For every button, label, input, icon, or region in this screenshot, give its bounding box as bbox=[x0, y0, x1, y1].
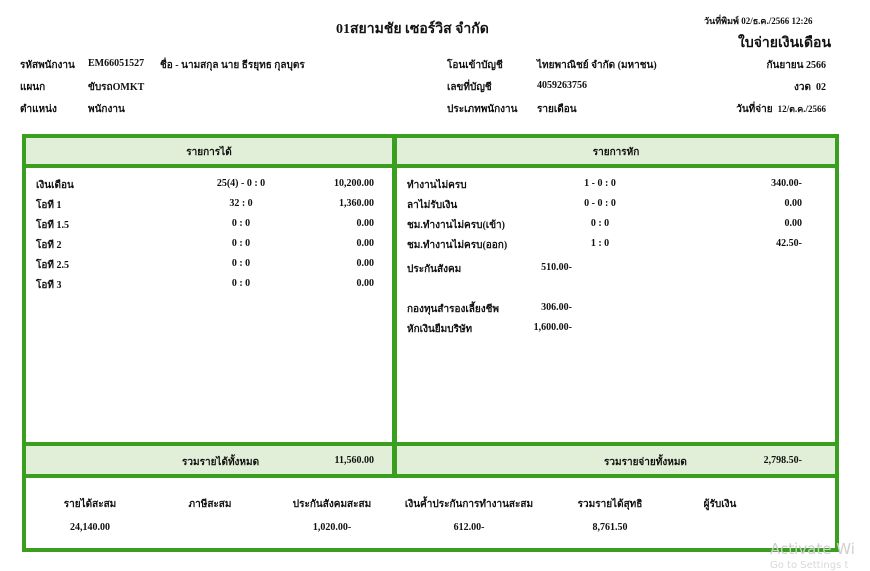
employee-id-label: รหัสพนักงาน bbox=[20, 60, 75, 71]
deduction-item-qty: 0 - 0 : 0 bbox=[584, 198, 616, 209]
income-item-qty: 25(4) - 0 : 0 bbox=[216, 178, 266, 189]
deduction-item-amount: 42.50- bbox=[776, 238, 802, 249]
company-name: 01สยามชัย เซอร์วิส จำกัด bbox=[336, 22, 489, 37]
deduction-total-label: รวมรายจ่ายทั้งหมด bbox=[604, 457, 687, 468]
income-item-amount: 1,360.00 bbox=[339, 198, 374, 209]
employee-name-label: ชื่อ - นามสกุล bbox=[160, 60, 219, 71]
position-label: ตำแหน่ง bbox=[20, 104, 57, 115]
account-number: 4059263756 bbox=[537, 80, 587, 91]
deduction-item-label: ชม.ทำงานไม่ครบ(เข้า) bbox=[407, 220, 505, 231]
deduction-item-label: ทำงานไม่ครบ bbox=[407, 180, 467, 191]
cumulative-guarantee-label: เงินค้ำประกันการทำงานสะสม bbox=[404, 499, 534, 510]
deduction-other-label: กองทุนสำรองเลี้ยงชีพ bbox=[407, 304, 500, 315]
cumulative-tax-label: ภาษีสะสม bbox=[188, 499, 232, 510]
employee-name: นาย ธีรยุทธ กุลบุตร bbox=[220, 60, 305, 71]
pay-date-line bbox=[736, 102, 826, 117]
bank-transfer-label: โอนเข้าบัญชี bbox=[447, 60, 503, 71]
income-item-label: เงินเดือน bbox=[36, 180, 74, 191]
deduction-other-amount: 1,600.00- bbox=[533, 322, 572, 333]
income-item-qty: 0 : 0 bbox=[231, 238, 251, 249]
print-date: 02/ธ.ค./2566 12:26 bbox=[741, 16, 813, 26]
income-item-amount: 0.00 bbox=[356, 258, 374, 269]
pay-round-line bbox=[794, 80, 826, 95]
department-label: แผนก bbox=[20, 82, 46, 93]
net-income-label: รวมรายได้สุทธิ bbox=[577, 499, 643, 510]
employee-id: EM66051527 bbox=[88, 58, 145, 69]
deduction-total: 2,798.50- bbox=[763, 455, 802, 466]
department: ขับรถOMKT bbox=[88, 82, 145, 93]
deduction-item-qty: 0 : 0 bbox=[590, 218, 610, 229]
deduction-item-amount: 0.00 bbox=[784, 198, 802, 209]
income-item-amount: 0.00 bbox=[356, 278, 374, 289]
income-item-qty: 0 : 0 bbox=[231, 278, 251, 289]
cumulative-guarantee: 612.00- bbox=[453, 522, 485, 533]
income-item-qty: 0 : 0 bbox=[231, 258, 251, 269]
receiver-label: ผู้รับเงิน bbox=[703, 499, 737, 510]
income-item-label: โอที 2 bbox=[36, 240, 62, 251]
payslip-table bbox=[22, 134, 839, 552]
deduction-item-qty: 1 : 0 bbox=[590, 238, 610, 249]
income-item-label: โอที 1 bbox=[36, 200, 62, 211]
deduction-item-amount: 340.00- bbox=[771, 178, 802, 189]
income-item-amount: 0.00 bbox=[356, 218, 374, 229]
net-income: 8,761.50 bbox=[592, 522, 628, 533]
deduction-other-amount: 306.00- bbox=[541, 302, 572, 313]
deduction-other-label: หักเงินยืมบริษัท bbox=[407, 324, 473, 335]
position: พนักงาน bbox=[88, 104, 125, 115]
pay-date: 12/ต.ค./2566 bbox=[777, 104, 826, 114]
deduction-header: รายการหัก bbox=[592, 147, 640, 158]
income-item-amount: 0.00 bbox=[356, 238, 374, 249]
income-item-label: โอที 3 bbox=[36, 280, 62, 291]
deduction-item-label: ลาไม่รับเงิน bbox=[407, 200, 458, 211]
employee-type: รายเดือน bbox=[537, 104, 577, 115]
deduction-item-label: ชม.ทำงานไม่ครบ(ออก) bbox=[407, 240, 508, 251]
column-divider bbox=[392, 134, 397, 478]
employee-type-label: ประเภทพนักงาน bbox=[447, 104, 518, 115]
pay-round-label: งวด bbox=[794, 82, 811, 93]
cumulative-income-label: รายได้สะสม bbox=[63, 499, 117, 510]
income-item-label: โอที 1.5 bbox=[36, 220, 69, 231]
bank-name: ไทยพาณิชย์ จำกัด (มหาชน) bbox=[537, 60, 657, 71]
income-total-label: รวมรายได้ทั้งหมด bbox=[182, 457, 260, 468]
print-date-line bbox=[704, 14, 812, 28]
deduction-item-amount: 0.00 bbox=[784, 218, 802, 229]
income-item-qty: 0 : 0 bbox=[231, 218, 251, 229]
activate-windows-watermark: Activate Wi bbox=[770, 540, 855, 558]
pay-month: กันยายน 2566 bbox=[766, 60, 826, 71]
activate-windows-hint: Go to Settings t bbox=[770, 560, 849, 571]
total-top-divider bbox=[22, 442, 839, 446]
document-title: ใบจ่ายเงินเดือน bbox=[738, 36, 832, 51]
header-divider bbox=[22, 164, 839, 168]
income-item-label: โอที 2.5 bbox=[36, 260, 69, 271]
pay-round: 02 bbox=[816, 82, 826, 93]
deduction-other-label: ประกันสังคม bbox=[407, 264, 462, 275]
account-label: เลขที่บัญชี bbox=[447, 82, 492, 93]
cumulative-social-security-label: ประกันสังคมสะสม bbox=[292, 499, 372, 510]
income-total: 11,560.00 bbox=[334, 455, 374, 466]
total-bottom-divider bbox=[22, 474, 839, 478]
income-item-qty: 32 : 0 bbox=[229, 198, 253, 209]
cumulative-income: 24,140.00 bbox=[70, 522, 110, 533]
deduction-item-qty: 1 - 0 : 0 bbox=[584, 178, 616, 189]
deduction-other-amount: 510.00- bbox=[541, 262, 572, 273]
income-item-amount: 10,200.00 bbox=[334, 178, 374, 189]
pay-date-label: วันที่จ่าย bbox=[736, 104, 773, 115]
employee-name-line bbox=[160, 58, 305, 73]
print-date-label: วันที่พิมพ์ bbox=[704, 16, 739, 26]
cumulative-social-security: 1,020.00- bbox=[312, 522, 352, 533]
income-header: รายการได้ bbox=[186, 147, 232, 158]
